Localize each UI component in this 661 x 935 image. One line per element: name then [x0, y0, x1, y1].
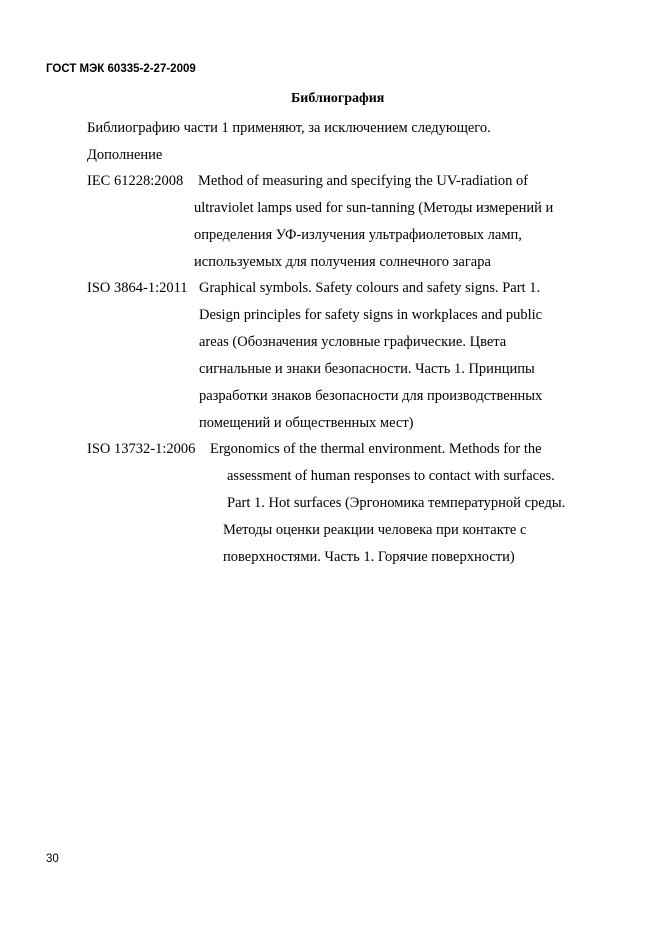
bibliography-title: Библиография — [291, 91, 385, 106]
entry-text-line: поверхностями. Часть 1. Горячие поверхности) — [223, 549, 515, 565]
document-header: ГОСТ МЭК 60335-2-27-2009 — [46, 63, 196, 75]
entry-text-line: areas (Обозначения условные графические. Цвета — [199, 334, 507, 350]
entry-text-line: Graphical symbols. Safety colours and safety signs. Part 1. — [199, 280, 541, 296]
entry-text-line: Ergonomics of the thermal environment. Methods for the — [210, 441, 542, 457]
entry-text-line: assessment of human responses to contact with surfaces. — [227, 468, 555, 484]
entry-text-line: Method of measuring and specifying the UV-radiation of — [198, 173, 529, 189]
entry-text-line: ultraviolet lamps used for sun-tanning (Методы измерений и — [194, 200, 554, 216]
addition-label: Дополнение — [87, 147, 163, 163]
entry-reference: ISO 13732-1:2006 — [87, 441, 196, 457]
entry-text-line: Design principles for safety signs in workplaces and public — [199, 307, 543, 323]
entry-text-line: определения УФ-излучения ультрафиолетовых ламп, — [194, 227, 522, 243]
bibliography-intro: Библиографию части 1 применяют, за исключением следующего. — [87, 120, 491, 136]
entry-text-line: используемых для получения солнечного загара — [194, 254, 491, 270]
entry-text-line: разработки знаков безопасности для производственных — [199, 388, 543, 404]
entry-text-line: сигнальные и знаки безопасности. Часть 1. Принципы — [199, 361, 535, 377]
entry-reference: IEC 61228:2008 — [87, 173, 184, 189]
page-number: 30 — [46, 853, 59, 865]
entry-text-line: помещений и общественных мест) — [199, 415, 414, 431]
entry-reference: ISO 3864-1:2011 — [87, 280, 188, 296]
entry-text-line: Part 1. Hot surfaces (Эргономика температурной среды. — [227, 495, 566, 511]
entry-text-line: Методы оценки реакции человека при контакте с — [223, 522, 527, 538]
